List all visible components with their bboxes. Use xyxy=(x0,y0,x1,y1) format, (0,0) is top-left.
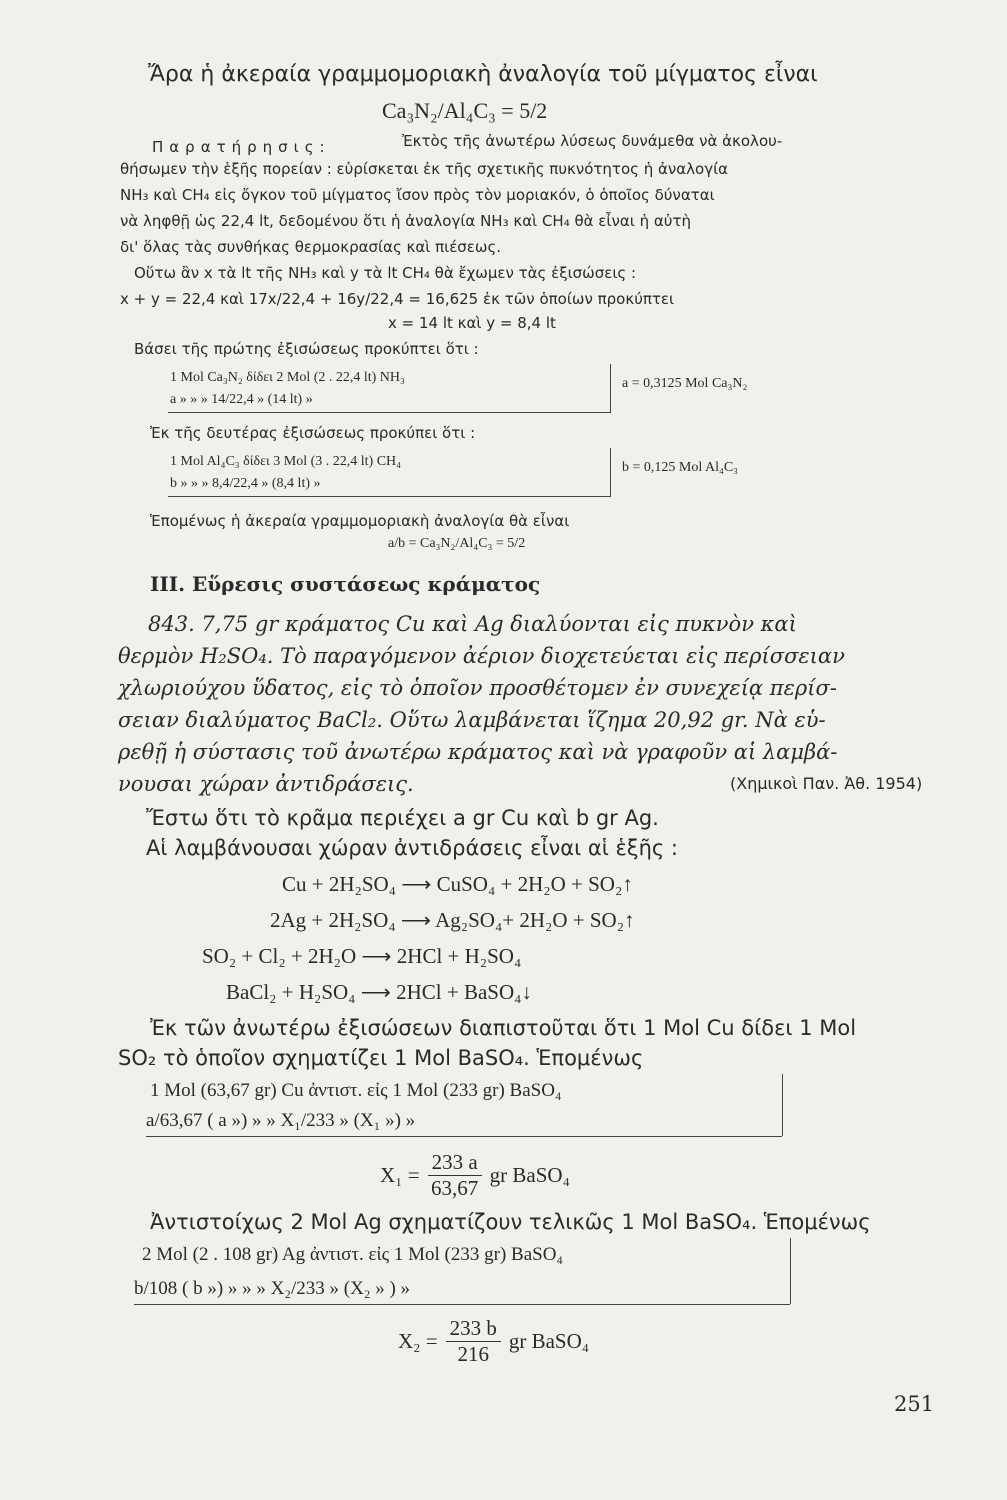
problem-line-1: 843. 7,75 gr κράματος Cu καὶ Ag διαλύονται εἰς πυκνὸν καὶ xyxy=(148,612,797,636)
conclusion-line: Ἄρα ἡ ἀκεραία γραμμομοριακὴ ἀναλογία τοῦ μίγματος εἶναι xyxy=(148,62,818,87)
table4-row-2: b/108 ( b ») » » » X₂/233 » (X₂ » ) » xyxy=(134,1278,411,1299)
remark-line-2: θήσωμεν τὴν ἑξῆς πορείαν : εὑρίσκεται ἐκ τῆς σχετικῆς πυκνότητος ἡ ἀναλογία xyxy=(120,160,729,178)
x1-lhs: X₁ = xyxy=(380,1163,420,1187)
table3-divider xyxy=(782,1074,783,1136)
table4-underline xyxy=(134,1304,790,1305)
remark-label: Παρατήρησις: xyxy=(152,138,331,156)
x2-equation xyxy=(398,1316,589,1367)
remark-line-11: Ἑπομένως ἡ ἀκεραία γραμμομοριακὴ ἀναλογία θὰ εἶναι xyxy=(150,512,570,530)
solution-line-1: Ἔστω ὅτι τὸ κρᾶμα περιέχει a gr Cu καὶ b gr Ag. xyxy=(146,806,659,830)
table2-underline xyxy=(168,496,610,497)
table1-divider xyxy=(610,364,611,413)
section-heading: III. Εὕρεσις συστάσεως κράματος xyxy=(150,572,541,596)
remark-line-5: δι' ὅλας τὰς συνθήκας θερμοκρασίας καὶ πιέσεως. xyxy=(120,238,502,256)
table3-row-2: a/63,67 ( a ») » » X₁/233 » (X₁ ») » xyxy=(146,1110,416,1131)
x1-numerator: 233 a xyxy=(428,1150,482,1176)
remark-line-3: NH₃ καὶ CH₄ εἰς ὄγκον τοῦ μίγματος ἴσον πρὸς τὸν μοριακόν, ὁ ὁποῖος δύναται xyxy=(120,186,715,204)
problem-source: (Χημικοὶ Παν. Ἀθ. 1954) xyxy=(730,774,923,793)
reaction-2: 2Ag + 2H₂SO₄ ⟶ Ag₂SO₄+ 2H₂O + SO₂↑ xyxy=(270,908,635,932)
reaction-3: SO₂ + Cl₂ + 2H₂O ⟶ 2HCl + H₂SO₄ xyxy=(202,944,522,968)
remark-line-8: x = 14 lt καὶ y = 8,4 lt xyxy=(388,314,556,332)
x1-fraction xyxy=(428,1150,482,1201)
x2-lhs: X₂ = xyxy=(398,1329,438,1353)
table3-row-1: 1 Mol (63,67 gr) Cu ἀντιστ. εἰς 1 Mol (233 gr) BaSO₄ xyxy=(150,1080,562,1101)
table3-underline xyxy=(146,1136,782,1137)
table2-result: b = 0,125 Mol Al₄C₃ xyxy=(622,460,739,475)
table4-divider xyxy=(790,1238,791,1304)
ratio-formula: Ca₃N₂/Al₄C₃ = 5/2 xyxy=(382,98,548,123)
remark-line-7: x + y = 22,4 καὶ 17x/22,4 + 16y/22,4 = 16,625 ἐκ τῶν ὁποίων προκύπτει xyxy=(120,290,675,308)
table1-underline xyxy=(168,412,610,413)
x2-numerator: 233 b xyxy=(446,1316,501,1342)
table2-row-2: b » » » 8,4/22,4 » (8,4 lt) » xyxy=(170,476,321,491)
x2-fraction xyxy=(446,1316,501,1367)
x2-unit: gr BaSO₄ xyxy=(508,1329,590,1353)
reaction-1: Cu + 2H₂SO₄ ⟶ CuSO₄ + 2H₂O + SO₂↑ xyxy=(282,872,633,896)
x1-equation xyxy=(380,1150,570,1201)
table1-row-1: 1 Mol Ca₃N₂ δίδει 2 Mol (2 . 22,4 lt) NH₃ xyxy=(170,370,405,385)
table2-row-1: 1 Mol Al₄C₃ δίδει 3 Mol (3 . 22,4 lt) CH₄ xyxy=(170,454,402,469)
problem-line-2: θερμὸν H₂SO₄. Τὸ παραγόμενον ἀέριον διοχετεύεται εἰς περίσσειαν xyxy=(118,644,845,668)
problem-line-3: χλωριούχου ὕδατος, εἰς τὸ ὁποῖον προσθέτομεν ἐν συνεχείᾳ περίσ- xyxy=(118,676,837,700)
table2-divider xyxy=(610,448,611,497)
problem-line-4: σειαν διαλύματος BaCl₂. Οὕτω λαμβάνεται ἵζημα 20,92 gr. Νὰ εὑ- xyxy=(118,708,826,732)
remark-line-12: a/b = Ca₃N₂/Al₄C₃ = 5/2 xyxy=(388,536,526,551)
x1-denominator: 63,67 xyxy=(431,1176,479,1200)
remark-line-4: νὰ ληφθῇ ὡς 22,4 lt, δεδομένου ὅτι ἡ ἀναλογία NH₃ καὶ CH₄ θὰ εἶναι ἡ αὐτὴ xyxy=(120,212,691,230)
reaction-4: BaCl₂ + H₂SO₄ ⟶ 2HCl + BaSO₄↓ xyxy=(226,980,532,1004)
page-number: 251 xyxy=(894,1392,935,1416)
remark-line-1: Ἐκτὸς τῆς ἀνωτέρω λύσεως δυνάμεθα νὰ ἀκολου- xyxy=(402,132,783,150)
problem-line-6: νουσαι χώραν ἀντιδράσεις. xyxy=(118,772,414,796)
remark-line-10: Ἐκ τῆς δευτέρας ἐξισώσεως προκύπει ὅτι : xyxy=(150,424,476,442)
remark-line-6: Οὕτω ἂν x τὰ lt τῆς NH₃ καὶ y τὰ lt CH₄ θὰ ἔχωμεν τὰς ἐξισώσεις : xyxy=(134,264,637,282)
x2-denominator: 216 xyxy=(457,1342,489,1366)
problem-line-5: ρεθῇ ἡ σύστασις τοῦ ἀνωτέρω κράματος καὶ νὰ γραφοῦν αἱ λαμβά- xyxy=(118,740,838,764)
table4-row-1: 2 Mol (2 . 108 gr) Ag ἀντιστ. εἰς 1 Mol (233 gr) BaSO₄ xyxy=(142,1244,564,1265)
solution-line-5: Ἀντιστοίχως 2 Mol Ag σχηματίζουν τελικῶς 1 Mol BaSO₄. Ἑπομένως xyxy=(150,1210,871,1234)
table1-result: a = 0,3125 Mol Ca₃N₂ xyxy=(622,376,748,391)
solution-line-3: Ἐκ τῶν ἀνωτέρω ἐξισώσεων διαπιστοῦται ὅτι 1 Mol Cu δίδει 1 Mol xyxy=(150,1016,857,1040)
remark-line-9: Βάσει τῆς πρώτης ἐξισώσεως προκύπτει ὅτι : xyxy=(134,340,479,358)
solution-line-2: Αἱ λαμβάνουσαι χώραν ἀντιδράσεις εἶναι αἱ ἑξῆς : xyxy=(146,836,678,860)
solution-line-4: SO₂ τὸ ὁποῖον σχηματίζει 1 Mol BaSO₄. Ἑπομένως xyxy=(118,1046,644,1070)
table1-row-2: a » » » 14/22,4 » (14 lt) » xyxy=(170,392,313,407)
x1-unit: gr BaSO₄ xyxy=(489,1163,570,1187)
